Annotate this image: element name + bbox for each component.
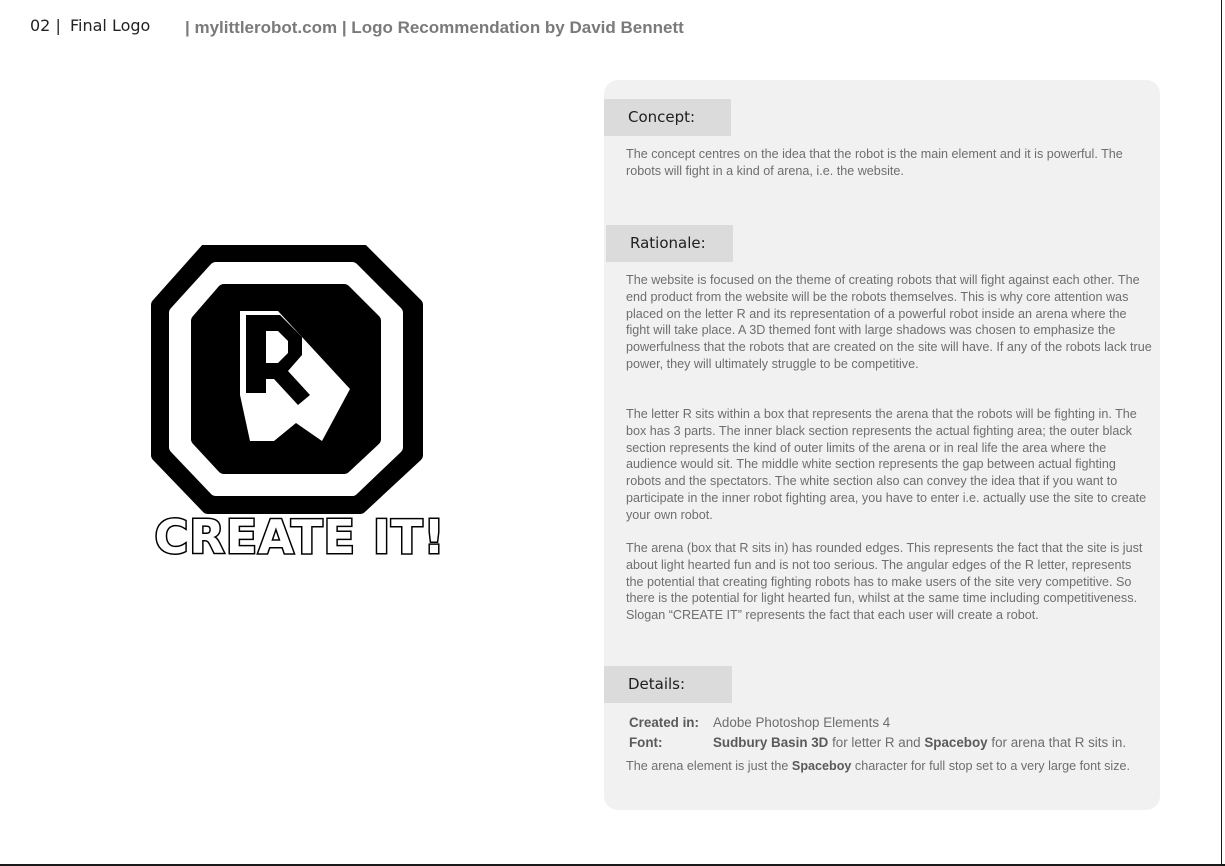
header-subtitle: | mylittlerobot.com | Logo Recommendation by David Bennett — [185, 18, 684, 37]
logo-slogan-shadow — [150, 245, 450, 565]
logo-slogan: CREATE IT! — [154, 510, 446, 564]
created-label: Created in: — [629, 715, 699, 730]
font-value: Sudbury Basin 3D for letter R and Spaceboy for arena that R sits in. — [713, 735, 1127, 750]
page-edge-right — [1221, 0, 1222, 866]
font-label: Font: — [629, 735, 663, 750]
rationale-heading: Rationale: — [606, 225, 733, 262]
details-heading: Details: — [604, 666, 732, 703]
rationale-paragraph-3: The arena (box that R sits in) has rounded edges. This represents the fact that the site is just about light hearted fun and is not too serious. The angular edges of the R letter, represents the potential that creating fighting robots has to make users of the site very competitive. So there is the potential for light hearted fun, whilst at the same time including competitiveness. Slogan “CREATE IT” represents the fact that each user will create a robot. — [626, 541, 1143, 623]
concept-text: The concept centres on the idea that the robot is the main element and it is powerful. The robots will fight in a kind of arena, i.e. the website. — [626, 147, 1123, 178]
details-note: The arena element is just the Spaceboy character for full stop set to a very large font size. — [626, 759, 1131, 773]
concept-heading: Concept: — [604, 99, 731, 136]
page-title: Final Logo — [70, 16, 151, 35]
created-value: Adobe Photoshop Elements 4 — [713, 715, 891, 730]
rationale-paragraph-1: The website is focused on the theme of creating robots that will fight against each other. The end product from the website will be the robots themselves. This is why core attention was placed on the letter R and its representation of a powerful robot inside an arena where the fight will take place. A 3D themed font with large shadows was chosen to emphasize the powerfulness that the robots that are created on the site will have. If any of the robots lack true power, they will ultimately struggle to be competitive. — [626, 273, 1152, 371]
page-number: 02 | — [30, 16, 61, 35]
info-panel — [604, 80, 1160, 810]
rationale-paragraph-2: The letter R sits within a box that represents the arena that the robots will be fighting in. The box has 3 parts. The inner black section represents the actual fighting area; the outer black section represents the kind of outer limits of the arena or in real life the area where the audience would sit. The middle white section represents the gap between actual fighting robots and the spectators. The white section also can convey the idea that if you want to participate in the inner robot fighting area, you have to enter i.e. actually use the site to create your own robot. — [626, 407, 1147, 522]
